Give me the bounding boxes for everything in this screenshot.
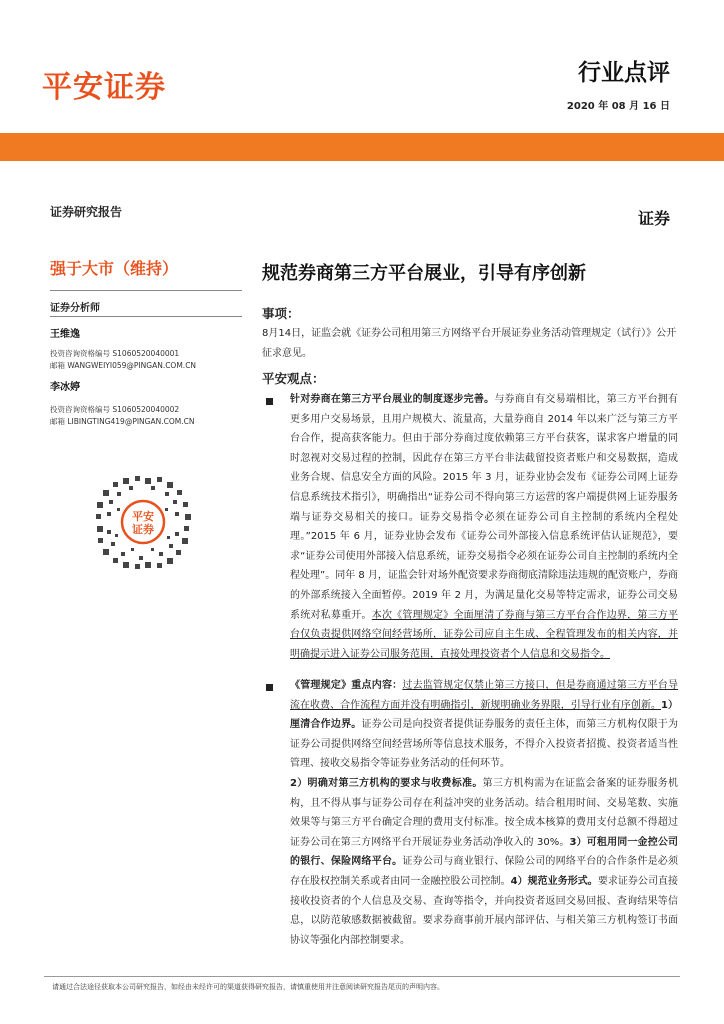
analyst-label: 证券分析师 <box>50 303 100 314</box>
sidebar-divider <box>50 290 242 291</box>
bullet-1-text: 与券商自有交易端相比，第三方平台拥有更多用户交易场景，且用户规模大、流量高，大量券商自 2014 年以来广泛与第三方平台合作，提高获客能力。但由于部分券商过度依赖第三方平台获客，谋求客户增量的同时忽视对交易过程的控制，因此存在第三方平台非法截留投资者账户和交易数据，造成业务合规、信息安全方面的风险。2015 年 3 月，证券业协会发布《证券公司网上证券信息系统技术指引》，明确指出“证券公司不得向第三方运营的客户端提供网上证券服务端与证券交易相关的接口。证券交易指令必须在证券公司自主控制的系统内全程处理。”2015 年 6 月，证券业协会发布《证券公司外部接入信息系统评估认证规范》，要求“证券公司使用外部接入信息系统，证券交易指令必须在证券公司自主控制的系统内全程处理”。同年 8 月，证监会针对场外配资要求券商彻底清除违法违规的配资账户，券商的外部系统接入全面暂停。2019 年 2 月，为满足量化交易等特定需求，证券公司交易系统对私募重开。 <box>290 394 678 621</box>
view-heading: 平安观点： <box>262 371 325 386</box>
bullet-2-item-3-heading: 3）可租用同一金控公司的银行、保险网络平台。 <box>290 836 678 868</box>
bullet-2-underline: 过去监管规定仅禁止第三方接口，但是券商通过第三方平台导流在收费、合作流程方面并没有明确指引，新规明确业务界限，引导行业有序创新。 <box>290 680 678 711</box>
doc-date: 2020 年 08 月 16 日 <box>566 101 670 112</box>
rating: 强于大市（维持） <box>50 259 179 278</box>
doc-type: 行业点评 <box>578 60 670 86</box>
sidebar-divider <box>50 316 242 317</box>
bullet-2-item-2-heading: 2）明确对第三方机构的要求与收费标准。 <box>290 777 483 789</box>
qr-text: 证券 <box>132 523 154 536</box>
footer-disclaimer: 请通过合法途径获取本公司研究报告，如经由未经许可的渠道获得研究报告，请慎重使用并注意阅读研究报告尾页的声明内容。 <box>52 983 444 991</box>
qr-text: 平安 <box>132 510 154 523</box>
event-text: 8月14日，证监会就《证券公司租用第三方网络平台开展证券业务活动管理规定（试行）》公开征求意见。 <box>262 328 677 359</box>
bullet-2-item-4-heading: 4）规范业务形式。 <box>510 875 598 887</box>
company-logo: 平安证券 <box>42 70 166 105</box>
bullet-point-1 <box>290 390 678 672</box>
footer-divider <box>44 976 680 977</box>
analyst-email[interactable]: 邮箱 LIBINGTING419@PINGAN.COM.CN <box>50 417 195 426</box>
qr-code-icon <box>93 472 193 572</box>
bullet-1-underline: 本次《管理规定》全面厘清了券商与第三方平台合作边界，第三方平台仅负责提供网络空间经营场所，证券公司应自主生成、全程管理发布的相关内容，并明确提示进入证券公司服务范围，直接处理投资者个人信息和交易指令。 <box>290 609 678 660</box>
report-type: 证券研究报告 <box>50 205 123 219</box>
bullet-2-heading: 《管理规定》重点内容： <box>290 680 403 691</box>
sector-label: 证券 <box>637 209 670 228</box>
bullet-1-heading: 针对券商在第三方平台展业的制度逐步完善。 <box>290 394 495 405</box>
analyst-email[interactable]: 邮箱 WANGWEIYI059@PINGAN.COM.CN <box>50 361 197 370</box>
bullet-2-item-1-text: 证券公司是向投资者提供证券服务的责任主体，而第三方机构仅限于为证券公司提供网络空间经营场所等信息技术服务，不得介入投资者招揽、投资者适当性管理、接收交易指令等证券业务活动的任何环节。 <box>290 719 678 770</box>
header-band <box>0 133 724 161</box>
analyst-name: 王维逸 <box>50 329 80 340</box>
bullet-2-item-3-text: 证券公司与商业银行、保险公司的网络平台的合作条件是必须存在股权控制关系或者由同一金融控股公司控制。 <box>290 856 678 887</box>
bullet-point-2 <box>290 676 678 958</box>
report-title: 规范券商第三方平台展业，引导有序创新 <box>262 263 586 284</box>
bullet-2-item-4-text: 要求证券公司直接接收投资者的个人信息及交易、查询等指令，并向投资者返回交易回报、查询结果等信息，以防范敏感数据被截留。要求券商事前开展内部评估、与相关第三方机构签订书面协议等强化内部控制要求。 <box>290 875 678 946</box>
event-heading: 事项： <box>262 306 300 321</box>
analyst-cert: 投资咨询资格编号 S1060520040002 <box>50 405 180 414</box>
bullet-icon <box>266 398 273 405</box>
analyst-name: 李冰婷 <box>50 382 80 393</box>
bullet-icon <box>266 684 273 691</box>
bullet-2-item-1-heading: 1）厘清合作边界。 <box>290 699 678 731</box>
analyst-cert: 投资咨询资格编号 S1060520040001 <box>50 349 180 358</box>
bullet-2-item-2-text: 第三方机构需为在证监会备案的证券服务机构，且不得从事与证券公司存在利益冲突的业务活动。结合租用时间、交易笔数、实施效果等与第三方平台确定合理的费用支付标准。按全成本核算的费用支付总额不得超过证券公司在第三方网络平台开展证券业务活动净收入的 30%。 <box>290 777 678 848</box>
